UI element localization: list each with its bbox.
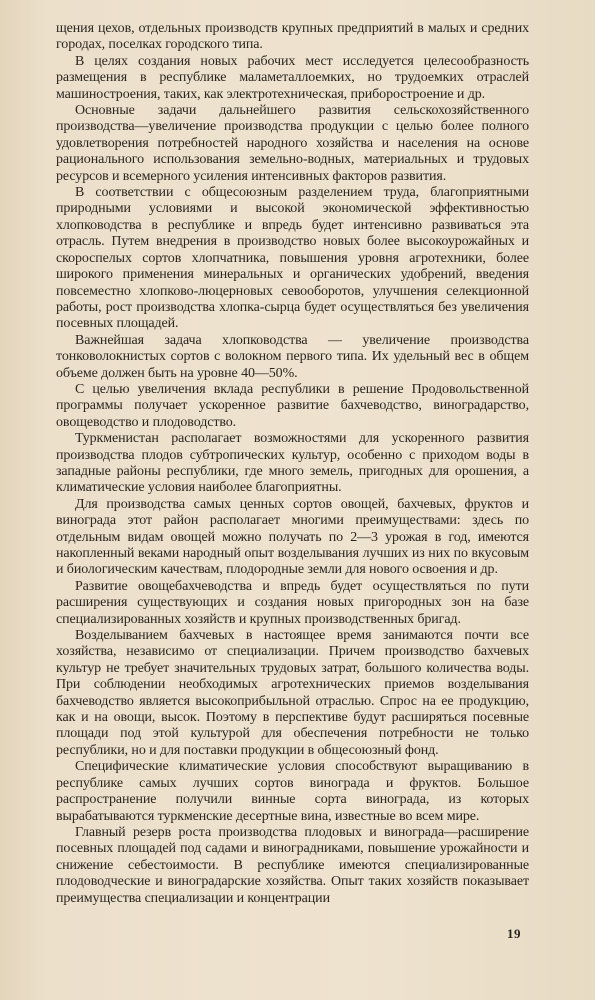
paragraph: щения цехов, отдельных производств крупных предприятий в малых и средних городах, поселках городского типа. (56, 21, 529, 53)
paragraph: Основные задачи дальнейшего развития сельскохозяйственного производства—увеличение производства продукции с целью более полного удовлетворения потребностей народного хозяйства и населения на основе рационального использования земельно-водных, материальных и трудовых ресурсов и всемерного усиления интенсивных факторов развития. (56, 103, 529, 184)
paragraph: Важнейшая задача хлопководства — увеличение производства тонковолокнистых сортов с волокном первого типа. Их удельный вес в общем объеме должен быть на уровне 40—50%. (56, 332, 529, 381)
paragraph: Туркменистан располагает возможностями для ускоренного развития производства плодов субтропических культур, особенно с приходом воды в западные районы республики, где много земель, пригодных для орошения, а климатические условия наиболее благоприятны. (56, 431, 529, 496)
paragraph: Развитие овощебахчеводства и впредь будет осуществляться по пути расширения существующих и создания новых пригородных зон на базе специализированных хозяйств и крупных производственных бригад. (56, 578, 529, 627)
paragraph: Главный резерв роста производства плодовых и винограда—расширение посевных площадей под садами и виноградниками, повышение урожайности и снижение себестоимости. В республике имеются специализированные плодоводческие и виноградарские хозяйства. Опыт таких хозяйств показывает преимущества специализации и концентрации (56, 824, 529, 906)
page-text (56, 21, 529, 907)
paragraph: В целях создания новых рабочих мест исследуется целесообразность размещения в республике маламеталлоемких, но трудоемких отраслей машиностроения, таких, как электротехническая, приборостроение и др. (56, 53, 529, 102)
paragraph: Специфические климатические условия способствуют выращиванию в республике самых лучших сортов винограда и фруктов. Большое распространение получили винные сорта винограда, из которых вырабатываются туркменские десертные вина, известные во всем мире. (56, 759, 529, 824)
paragraph: С целью увеличения вклада республики в решение Продовольственной программы получает ускоренное развитие бахчеводство, виноградарство, овощеводство и плодоводство. (56, 381, 529, 430)
paragraph: Для производства самых ценных сортов овощей, бахчевых, фруктов и винограда этот район располагает многими преимуществами: здесь по отдельным видам овощей можно получать по 2—3 урожая в год, имеются накопленный веками народный опыт возделывания лучших из них по вкусовым и биологическим качествам, плодородные земли для нового освоения и др. (56, 496, 529, 578)
page-number: 19 (507, 926, 521, 941)
paragraph: В соответствии с общесоюзным разделением труда, благоприятными природными условиями и высокой экономической эффективностью хлопководства в республике и впредь будет интенсивно развиваться эта отрасль. Путем внедрения в производство новых более высокоурожайных и скороспелых сортов хлопчатника, повышения уровня агротехники, более широкого применения минеральных и органических удобрений, введения повсеместно хлопково-люцерновых севооборотов, улучшения селекционной работы, рост производства хлопка-сырца будет осуществляться без увеличения посевных площадей. (56, 185, 529, 332)
paragraph: Возделыванием бахчевых в настоящее время занимаются почти все хозяйства, независимо от специализации. Причем производство бахчевых культур не требует значительных трудовых затрат, большого количества воды. При соблюдении необходимых агротехнических приемов возделывания бахчеводство является высокоприбыльной отраслью. Спрос на ее продукцию, как и на овощи, высок. Поэтому в перспективе будут расширяться посевные площади под этой культурой для обеспечения потребности не только республики, но и для поставки продукции в общесоюзный фонд. (56, 628, 529, 758)
